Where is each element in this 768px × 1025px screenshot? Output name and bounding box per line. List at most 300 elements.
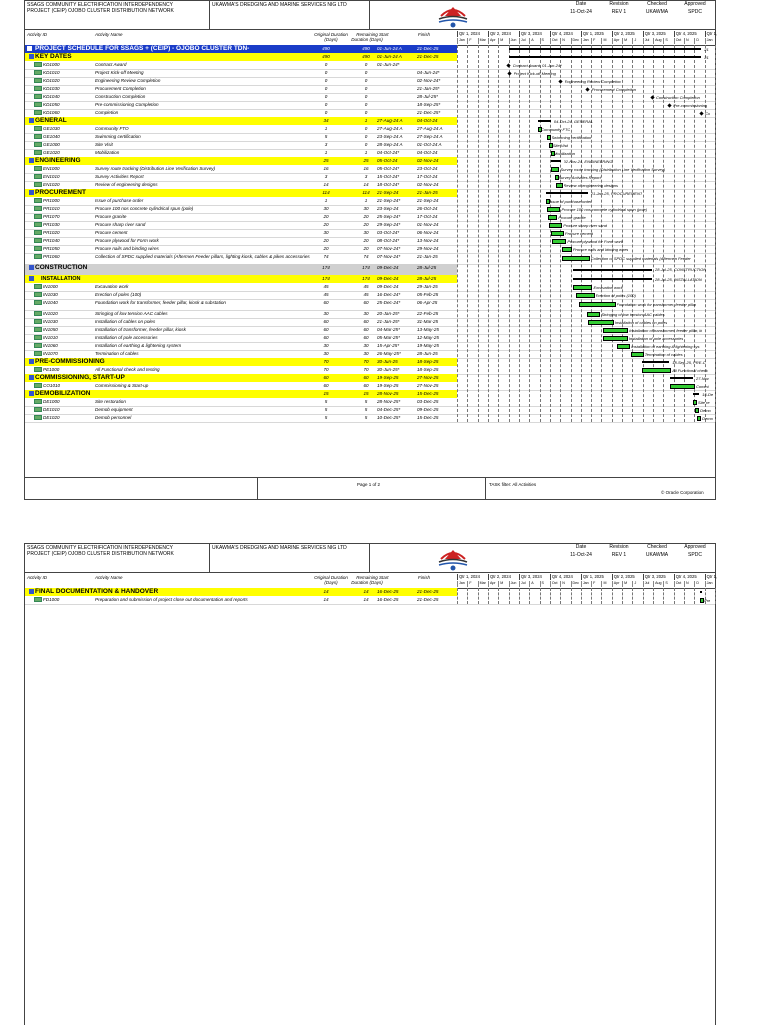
rev-approved-value: SPDC (688, 552, 702, 558)
start-date: 01-Jun-24 A (377, 46, 402, 51)
activity-id: EN1000 (43, 166, 60, 171)
wbs-name: CONSTRUCTION (35, 264, 88, 271)
rev-approved-label: Approved (684, 544, 706, 550)
gantt-gridline (519, 588, 520, 604)
activity-name: Procure cement (95, 230, 128, 235)
month-label: Jan (581, 38, 591, 44)
gantt-gridline (467, 588, 468, 604)
month-label: Jan (457, 38, 467, 44)
bar-label: Survey route tracking (Distribution Line Verification Survey) (560, 166, 665, 172)
remaining-duration: 0 (364, 126, 368, 131)
finish-date: 03-Dec-25 (417, 399, 439, 404)
bar-label: Construction Completion (656, 94, 700, 100)
start-date: 05-Oct-24 (377, 158, 398, 163)
month-label: S (540, 38, 550, 44)
bar-label: Erection of poles (100) (595, 292, 636, 298)
original-duration: 5 (324, 134, 328, 139)
quarter-label: Qtr 4, 2025 (674, 574, 705, 580)
activity-name: Preparation and submission of project close out documentation and reports (95, 597, 248, 602)
original-duration: 20 (323, 246, 329, 251)
activity-name: Procure plywood for Form work (95, 238, 159, 243)
remaining-duration: 1 (364, 150, 368, 155)
original-duration: 14 (323, 597, 329, 602)
quarter-label: Qtr 1, 2025 (581, 31, 612, 37)
activity-bar[interactable] (603, 336, 628, 341)
bar-label: Installation of pole accessories (628, 335, 684, 341)
activity-icon (34, 300, 42, 305)
col-finish: Finish (418, 575, 431, 580)
month-label: M (498, 38, 508, 44)
bar-label: Project Kick-off Meeting (513, 70, 556, 76)
remaining-duration: 5 (364, 415, 368, 420)
activity-bar[interactable] (547, 207, 560, 212)
start-date: 16-Dec-25 (377, 597, 399, 602)
summary-bar[interactable] (551, 160, 560, 162)
gantt-gridline (550, 588, 551, 604)
finish-date: 27-Nov-25 (417, 383, 439, 388)
summary-bar[interactable] (509, 48, 702, 50)
quarter-label: Qtr 1, (705, 574, 736, 580)
original-duration: 60 (323, 335, 329, 340)
month-label: Oct (550, 38, 560, 44)
bar-label: 15-De (702, 391, 714, 397)
bar-label: Collection of SPDC supplied materials (Aftermen Feeder (590, 256, 691, 261)
finish-date: 28-Jul-25 (417, 265, 437, 270)
activity-bar[interactable] (576, 293, 595, 298)
month-label: J (632, 38, 642, 44)
column-header (25, 574, 718, 589)
bar-label: Pre (704, 597, 711, 603)
col-finish: Finish (418, 32, 431, 37)
activity-bar[interactable] (552, 239, 566, 244)
activity-icon (34, 166, 42, 171)
original-duration: 0 (324, 70, 328, 75)
finish-date: 05-Feb-25 (417, 292, 439, 297)
bar-label: Procure plywood for Form work (567, 238, 623, 244)
original-duration: 30 (323, 206, 329, 211)
rev-approved-label: Approved (684, 1, 706, 7)
finish-date: 18-Sep-25 (417, 359, 439, 364)
month-label: Oct (674, 581, 684, 587)
activity-id: KD1020 (43, 78, 60, 83)
activity-icon (34, 150, 42, 155)
month-label: Jan (457, 581, 467, 587)
rev-date-value: 11-Oct-24 (570, 552, 592, 558)
activity-icon (34, 86, 42, 91)
activity-bar[interactable] (551, 231, 564, 236)
activity-icon (34, 62, 42, 67)
remaining-duration: 114 (362, 190, 370, 195)
activity-name: Site Visit (95, 142, 113, 147)
activity-bar[interactable] (556, 183, 563, 188)
quarter-label: Qtr 2, 2025 (612, 574, 643, 580)
activity-id: PR1040 (43, 238, 60, 243)
month-label: S (540, 581, 550, 587)
company-logo-icon (435, 545, 471, 571)
start-date: 04-Dec-25* (377, 407, 401, 412)
remaining-duration: 15 (363, 391, 369, 396)
activity-id: DE1000 (43, 399, 60, 404)
sheet-header (25, 1, 715, 30)
finish-date: 22-Feb-25 (417, 311, 439, 316)
bar-label: Site Visit (552, 142, 569, 148)
activity-name: Contract Award (95, 62, 127, 67)
activity-id: KD1050 (43, 102, 60, 107)
remaining-duration: 20 (363, 222, 369, 227)
remaining-duration: 30 (363, 351, 369, 356)
col-original-duration: Original Duration (Days) (314, 32, 348, 42)
wbs-folder-icon (29, 359, 34, 364)
summary-bar[interactable] (573, 269, 652, 271)
activity-name: Site restoration (95, 399, 126, 404)
activity-icon (34, 182, 42, 187)
gantt-gridline (529, 588, 530, 604)
finish-date: 21-Jan-25* (417, 86, 440, 91)
bar-label: Procurement Completion (591, 86, 636, 92)
gantt-gridline (715, 45, 716, 422)
month-label: M (601, 581, 611, 587)
activity-bar[interactable] (551, 167, 559, 172)
original-duration: 490 (322, 46, 330, 51)
finish-date: 29-Jan-25 (417, 284, 438, 289)
gantt-gridline (529, 45, 530, 422)
quarter-label: Qtr 2, 2024 (488, 31, 519, 37)
company-logo-icon (435, 2, 471, 28)
activity-id: GE1020 (43, 150, 60, 155)
milestone-marker[interactable] (558, 79, 562, 83)
summary-bar[interactable] (538, 120, 551, 122)
start-date: 29-Sep-24* (377, 222, 401, 227)
finish-date: 27-Aug-24 A (417, 126, 443, 131)
remaining-duration: 70 (363, 367, 369, 372)
month-label: Apr (488, 581, 498, 587)
col-activity-name: Activity Name (95, 575, 123, 580)
activity-icon (34, 126, 42, 131)
remaining-duration: 20 (363, 238, 369, 243)
rev-revision-value: REV 1 (611, 9, 627, 15)
month-label: Apr (612, 38, 622, 44)
activity-icon (34, 399, 42, 404)
activity-bar[interactable] (700, 598, 704, 603)
remaining-duration: 5 (364, 399, 368, 404)
activity-bar[interactable] (549, 223, 562, 228)
bar-label: Termination of cables (644, 351, 683, 357)
activity-icon (34, 198, 42, 203)
summary-bar[interactable] (546, 192, 587, 194)
start-date: 07-Nov-24* (377, 254, 401, 259)
quarter-label: Qtr 2, 2025 (612, 31, 643, 37)
month-label: F (467, 581, 477, 587)
summary-bar[interactable] (573, 278, 652, 280)
original-duration: 490 (322, 54, 330, 59)
activity-id: KD1030 (43, 86, 60, 91)
month-label: J (632, 581, 642, 587)
original-duration: 34 (323, 118, 329, 123)
finish-date: 29-Nov-24 (417, 246, 439, 251)
activity-bar[interactable] (642, 368, 671, 373)
col-remaining-duration: Remaining Duration (Days) (351, 32, 383, 42)
activity-bar[interactable] (617, 344, 631, 349)
company-name: UKAWMA'S DREDGING AND MARINE SERVICES NIG LTD (210, 1, 370, 29)
gantt-gridline (581, 588, 582, 604)
activity-bar[interactable] (631, 352, 644, 357)
rev-revision-value: REV 1 (611, 552, 627, 558)
activity-id: IN1010 (43, 335, 58, 340)
finish-date: 02-Nov-24* (417, 78, 441, 83)
original-duration: 1 (324, 126, 328, 131)
col-activity-name: Activity Name (95, 32, 123, 37)
activity-bar[interactable] (573, 285, 592, 290)
summary-bar[interactable] (693, 393, 699, 395)
bar-label: 21-Jan-25, PROCUREMENT (590, 190, 643, 196)
month-label: Jun (509, 38, 519, 44)
activity-bar[interactable] (587, 312, 600, 317)
start-date: 23-Sep-24 (377, 206, 399, 211)
start-date: 04-Mar-25* (377, 327, 400, 332)
activity-id: IN1000 (43, 284, 58, 289)
activity-icon (34, 343, 42, 348)
summary-bar[interactable] (700, 591, 702, 593)
col-activity-id: Activity ID (27, 575, 48, 580)
gantt-gridline (591, 588, 592, 604)
activity-name: Construction Completion (95, 94, 146, 99)
original-duration: 30 (323, 230, 329, 235)
activity-bar[interactable] (548, 215, 558, 220)
bar-label: All Functional check (672, 367, 708, 373)
month-label: Jul (519, 38, 529, 44)
col-start: Start (379, 575, 389, 580)
gantt-gridline (663, 588, 664, 604)
month-label: F (591, 38, 601, 44)
activity-icon (34, 327, 42, 332)
original-duration: 1 (324, 150, 328, 155)
gantt-chart (457, 45, 715, 422)
activity-icon (34, 110, 42, 115)
rev-checked-value: UKAWMA (645, 552, 669, 558)
finish-date: 17-Oct-24 (417, 214, 438, 219)
start-date: 18-Oct-24* (377, 182, 400, 187)
start-date: 30-Jun-25 (377, 359, 398, 364)
activity-bar[interactable] (697, 416, 701, 421)
bar-label: Procure granite (558, 214, 586, 220)
month-label: N (560, 581, 570, 587)
milestone-marker[interactable] (699, 111, 703, 115)
month-label: M (498, 581, 508, 587)
wbs-folder-icon (29, 276, 34, 281)
remaining-duration: 30 (363, 230, 369, 235)
activity-name: Procurement Completion (95, 86, 146, 91)
activity-bar[interactable] (588, 320, 614, 325)
gantt-gridline (478, 45, 479, 422)
col-original-duration: Original Duration (Days) (314, 575, 348, 585)
gantt-gridline (488, 588, 489, 604)
activity-bar[interactable] (670, 384, 695, 389)
activity-icon (34, 383, 42, 388)
schedule-sheet-page-2 (24, 543, 716, 1025)
activity-icon (34, 335, 42, 340)
remaining-duration: 0 (364, 78, 368, 83)
finish-date: 15-Dec-25 (417, 415, 439, 420)
finish-date: 21-Jan-25 (417, 254, 438, 259)
gantt-gridline (715, 588, 716, 604)
activity-name: Demob personnel (95, 415, 132, 420)
gantt-gridline (488, 45, 489, 422)
gantt-gridline (498, 45, 499, 422)
finish-date: 21-Jan-25 (417, 190, 438, 195)
rev-checked-label: Checked (647, 1, 667, 7)
wbs-folder-icon (27, 46, 32, 51)
activity-id: DE1020 (43, 415, 60, 420)
summary-bar[interactable] (509, 56, 702, 58)
month-label: F (591, 581, 601, 587)
rev-date-label: Date (575, 544, 587, 550)
activity-name: Project Kick-off Meeting (95, 70, 144, 75)
original-duration: 0 (324, 86, 328, 91)
original-duration: 20 (323, 222, 329, 227)
original-duration: 0 (324, 78, 328, 83)
gantt-gridline (509, 588, 510, 604)
start-date: 09-Dec-24 (377, 276, 399, 281)
wbs-folder-icon (29, 391, 34, 396)
activity-id: KD1040 (43, 94, 60, 99)
gantt-gridline (509, 45, 510, 422)
finish-date: 21-Dec-25 (417, 597, 439, 602)
start-date: 28-Sep-24 A (377, 142, 403, 147)
quarter-label: Qtr 4, 2025 (674, 31, 705, 37)
activity-name: Foundation work for transformer, feeder pillar, kiosk & substation (95, 300, 226, 305)
quarter-label: Qtr 1, (705, 31, 736, 37)
wbs-name: PRE-COMMISSIONING (35, 358, 105, 365)
start-date: 25-Dec-24* (377, 300, 401, 305)
activity-bar[interactable] (562, 247, 572, 252)
gantt-gridline (560, 588, 561, 604)
finish-date: 28-Jun-25 (417, 351, 438, 356)
activity-name: Review of engineering designs (95, 182, 158, 187)
activity-name: Mobilization (95, 150, 120, 155)
summary-bar[interactable] (670, 377, 693, 379)
finish-date: 18-Sep-25* (417, 102, 441, 107)
finish-date: 06-Apr-25 (417, 300, 438, 305)
activity-bar[interactable] (579, 302, 616, 307)
remaining-duration: 5 (364, 407, 368, 412)
milestone-marker[interactable] (650, 95, 654, 99)
activity-id: IN1030 (43, 319, 58, 324)
start-date: 23-Sep-24 A (377, 134, 403, 139)
original-duration: 70 (323, 359, 329, 364)
remaining-duration: 30 (363, 311, 369, 316)
activity-bar[interactable] (603, 328, 629, 333)
month-label: Apr (612, 581, 622, 587)
activity-name: Procure sharp river sand (95, 222, 146, 227)
bar-label: 21 (704, 46, 709, 52)
bar-label: Issue of purchase order (549, 198, 592, 204)
wbs-folder-icon (29, 375, 34, 380)
bar-label: Community FTO (541, 126, 571, 132)
gantt-gridline (457, 588, 458, 604)
finish-date: 01-Nov-24 (417, 222, 439, 227)
activity-name: Survey route tracking (Distribution Line Verification Survey) (95, 166, 216, 171)
activity-name: All Functional check and testing (95, 367, 160, 372)
activity-id: PR1030 (43, 222, 60, 227)
activity-name: Procure nails and binding wires (95, 246, 159, 251)
activity-name: Commissioning & Start-up (95, 383, 149, 388)
activity-bar[interactable] (693, 400, 697, 405)
remaining-duration: 74 (363, 254, 369, 259)
quarter-label: Qtr 4, 2024 (550, 31, 581, 37)
finish-date: 04-Oct-24 (417, 150, 438, 155)
milestone-marker[interactable] (586, 87, 590, 91)
summary-bar[interactable] (642, 361, 669, 363)
milestone-marker[interactable] (508, 71, 512, 75)
original-duration: 174 (322, 265, 330, 270)
activity-id: IN1040 (43, 300, 58, 305)
wbs-folder-icon (29, 265, 34, 270)
month-label: S (663, 581, 673, 587)
activity-id: GE1000 (43, 142, 60, 147)
revision-block (560, 1, 715, 29)
month-label: Mar (478, 38, 488, 44)
remaining-duration: 0 (364, 110, 368, 115)
month-label: M (601, 38, 611, 44)
finish-date: 21-Dec-25 (417, 54, 439, 59)
milestone-marker[interactable] (506, 63, 510, 67)
original-duration: 5 (324, 399, 328, 404)
finish-date: 28-Jul-25 (417, 276, 437, 281)
start-date: 07-Nov-24* (377, 246, 401, 251)
bar-label: Swimming certification (551, 134, 592, 140)
activity-name: Erection of poles (100) (95, 292, 142, 297)
finish-date: 23-Oct-24 (417, 166, 438, 171)
month-label: Jan (705, 581, 715, 587)
original-duration: 5 (324, 407, 328, 412)
sheet-footer (25, 477, 715, 499)
quarter-label: Qtr 3, 2024 (519, 574, 550, 580)
quarter-label: Qtr 3, 2024 (519, 31, 550, 37)
rev-checked-value: UKAWMA (645, 9, 669, 15)
activity-icon (34, 134, 42, 139)
wbs-name: COMMISSIONING, START-UP (35, 374, 125, 381)
month-label: Aug (655, 581, 662, 585)
month-label: A (529, 581, 539, 587)
activity-id: GE1040 (43, 134, 60, 139)
activity-icon (34, 206, 42, 211)
sheet-header (25, 544, 715, 573)
start-date: 04-Oct-24* (377, 150, 400, 155)
rev-date-label: Date (575, 1, 587, 7)
original-duration: 0 (324, 102, 328, 107)
finish-date: 19-May-25 (417, 343, 439, 348)
activity-bar[interactable] (695, 408, 699, 413)
bar-label: Excavation work (593, 284, 623, 290)
activity-bar[interactable] (562, 256, 589, 261)
wbs-folder-icon (29, 589, 34, 594)
start-date: 16-Dec-25 (377, 589, 399, 594)
remaining-duration: 1 (364, 198, 368, 203)
start-date: 15-Oct-24* (377, 174, 400, 179)
finish-date: 21-Dec-25* (417, 110, 441, 115)
bar-label: Installation of transformer, feeder pillar, ki (629, 327, 703, 333)
wbs-folder-icon (29, 54, 34, 59)
milestone-marker[interactable] (667, 103, 671, 107)
month-label: Oct (550, 581, 560, 587)
finish-date: 27-Nov-25 (417, 375, 439, 380)
gantt-gridline (478, 588, 479, 604)
activity-name: Collection of SPDC supplied materials (Aftermen Feeder pillars, lighting kiosk, cables & pikes accessories (95, 254, 310, 259)
gantt-gridline (601, 45, 602, 422)
bar-label: Procure 100 nos concrete cylindrical spun (pole) (561, 206, 648, 212)
remaining-duration: 174 (362, 276, 370, 281)
remaining-duration: 60 (363, 383, 369, 388)
